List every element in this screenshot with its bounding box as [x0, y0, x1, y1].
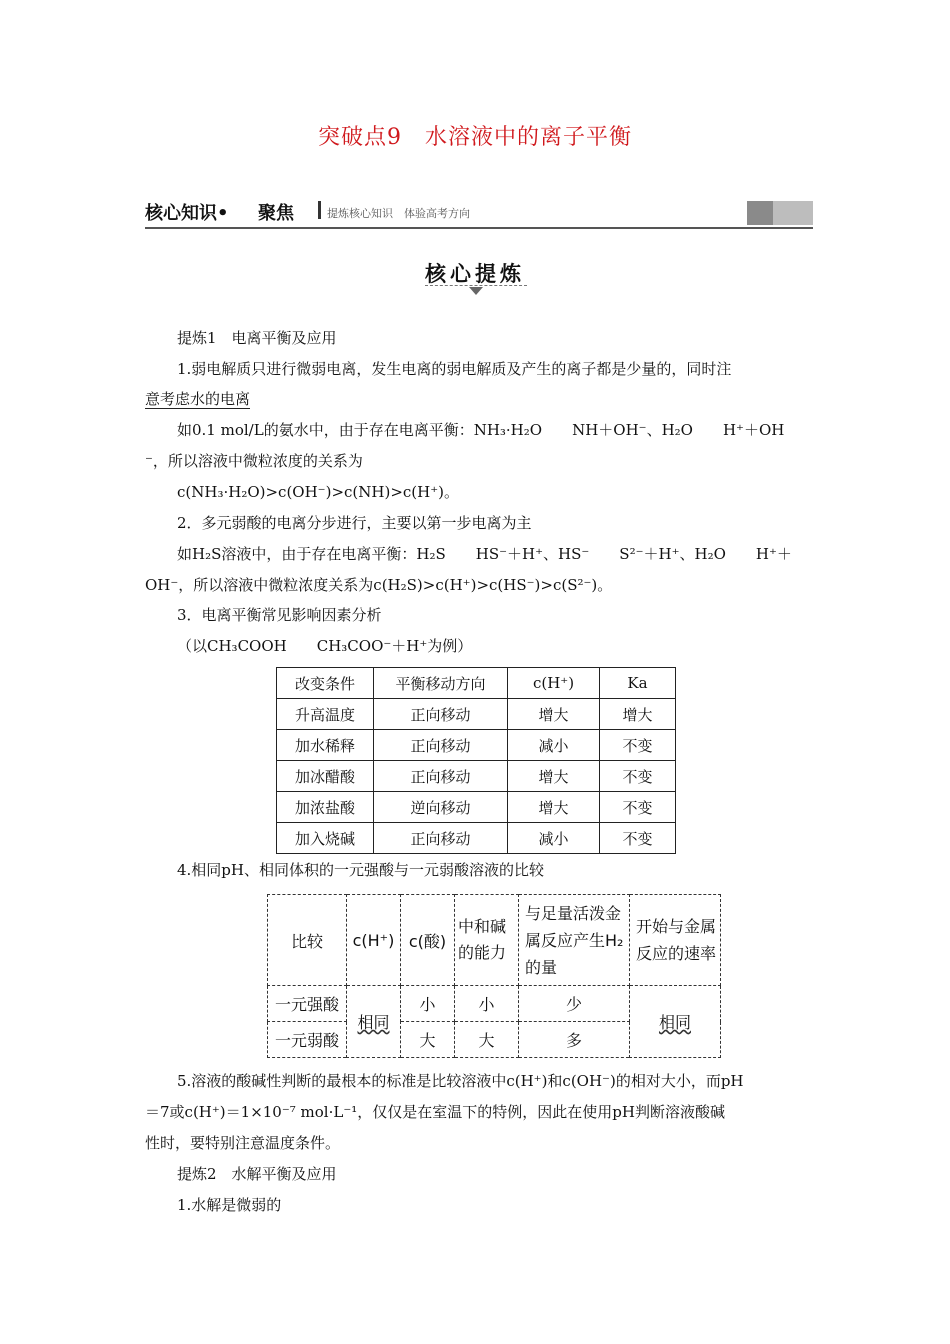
table-header-row [268, 895, 721, 986]
table-header: 比较 [268, 895, 347, 986]
table-header: 中和碱的能力 [455, 895, 519, 986]
table-cell: 小 [455, 986, 519, 1022]
table-cell: 增大 [600, 699, 676, 730]
table-header: 改变条件 [277, 668, 374, 699]
paragraph-line: 4.相同pH、相同体积的一元强酸与一元弱酸溶液的比较 [177, 861, 544, 879]
banner-block-dark [747, 201, 773, 225]
table-cell: 小 [401, 986, 455, 1022]
table-cell: 一元强酸 [268, 986, 347, 1022]
banner-divider [318, 201, 321, 219]
table-header: 平衡移动方向 [374, 668, 508, 699]
table-cell: 正向移动 [374, 730, 508, 761]
banner-block-light [773, 201, 813, 225]
table-cell: 减小 [508, 730, 600, 761]
paragraph-line: 如H₂S溶液中，由于存在电离平衡：H₂S HS⁻＋H⁺、HS⁻ S²⁻＋H⁺、H₂O H⁺＋ [177, 545, 792, 563]
table-cell: 一元弱酸 [268, 1022, 347, 1058]
table-header: c(H⁺) [508, 668, 600, 699]
heading-1: 提炼1 电离平衡及应用 [177, 329, 337, 347]
paragraph-line [145, 389, 250, 409]
paragraph-line: 3．电离平衡常见影响因素分析 [177, 606, 382, 624]
table-cell: 增大 [508, 792, 600, 823]
banner-left: 核心知识• [145, 203, 229, 224]
page-title: 突破点9 水溶液中的离子平衡 [318, 125, 632, 150]
banner-mid: 聚焦 [258, 203, 294, 224]
table-cell: 增大 [508, 761, 600, 792]
paragraph-line: 1.水解是微弱的 [177, 1196, 282, 1214]
table-cell [347, 986, 401, 1058]
table-cell: 少 [519, 986, 630, 1022]
paragraph-line: 1.弱电解质只进行微弱电离，发生电离的弱电解质及产生的离子都是少量的，同时注 [177, 360, 732, 378]
underlined-text: 意考虑水的电离 [145, 390, 251, 408]
table-cell: 不变 [600, 792, 676, 823]
merged-cell-text: 相同 [658, 1013, 691, 1032]
paragraph-line: （以CH₃COOH CH₃COO⁻＋H⁺为例） [177, 637, 473, 655]
table-cell: 不变 [600, 730, 676, 761]
table-cell: 加浓盐酸 [277, 792, 374, 823]
paragraph-line: 2．多元弱酸的电离分步进行，主要以第一步电离为主 [177, 514, 532, 532]
table-cell: 减小 [508, 823, 600, 854]
subtitle-underline [425, 285, 527, 286]
acid-comparison-table [267, 894, 721, 1058]
table-cell: 多 [519, 1022, 630, 1058]
paragraph-line: 性时，要特别注意温度条件。 [145, 1134, 341, 1152]
table-cell: 不变 [600, 761, 676, 792]
table-header: c(H⁺) [347, 895, 401, 986]
triangle-down-icon [469, 287, 483, 295]
table-cell: 升高温度 [277, 699, 374, 730]
table-row [277, 792, 676, 823]
section-banner [145, 197, 813, 229]
table-row [277, 761, 676, 792]
table-cell: 不变 [600, 823, 676, 854]
table-cell [630, 986, 721, 1058]
merged-cell-text: 相同 [357, 1013, 390, 1032]
banner-right: 提炼核心知识 体验高考方向 [327, 207, 470, 220]
paragraph-line: 如0.1 mol/L的氨水中，由于存在电离平衡：NH₃·H₂O NH＋OH⁻、H₂O H⁺＋OH [177, 421, 785, 439]
paragraph-line: c(NH₃·H₂O)>c(OH⁻)>c(NH)>c(H⁺)。 [177, 483, 460, 501]
ionization-factor-table [276, 667, 676, 854]
table-row [277, 699, 676, 730]
table-cell: 正向移动 [374, 823, 508, 854]
paragraph-line: OH⁻，所以溶液中微粒浓度关系为c(H₂S)>c(H⁺)>c(HS⁻)>c(S²⁻)。 [145, 576, 613, 594]
table-cell: 加水稀释 [277, 730, 374, 761]
table-row [277, 823, 676, 854]
section-subtitle: 核心提炼 [425, 262, 525, 286]
table-header: 开始与金属反应的速率 [630, 895, 721, 986]
table-cell: 大 [455, 1022, 519, 1058]
table-cell: 逆向移动 [374, 792, 508, 823]
paragraph-line: ⁻，所以溶液中微粒浓度的关系为 [145, 452, 363, 470]
paragraph-line: 5.溶液的酸碱性判断的最根本的标准是比较溶液中c(H⁺)和c(OH⁻)的相对大小，而pH [177, 1072, 744, 1090]
table-row [277, 730, 676, 761]
table-header: c(酸) [401, 895, 455, 986]
paragraph-line: ＝7或c(H⁺)＝1×10⁻⁷ mol·L⁻¹，仅仅是在室温下的特例，因此在使用pH判断溶液酸碱 [145, 1103, 725, 1121]
table-header: Ka [600, 668, 676, 699]
table-row [268, 986, 721, 1022]
table-cell: 增大 [508, 699, 600, 730]
table-header-row [277, 668, 676, 699]
table-header: 与足量活泼金属反应产生H₂的量 [519, 895, 630, 986]
table-cell: 正向移动 [374, 699, 508, 730]
table-cell: 加入烧碱 [277, 823, 374, 854]
table-cell: 大 [401, 1022, 455, 1058]
table-cell: 加冰醋酸 [277, 761, 374, 792]
table-cell: 正向移动 [374, 761, 508, 792]
heading-2: 提炼2 水解平衡及应用 [177, 1165, 337, 1183]
